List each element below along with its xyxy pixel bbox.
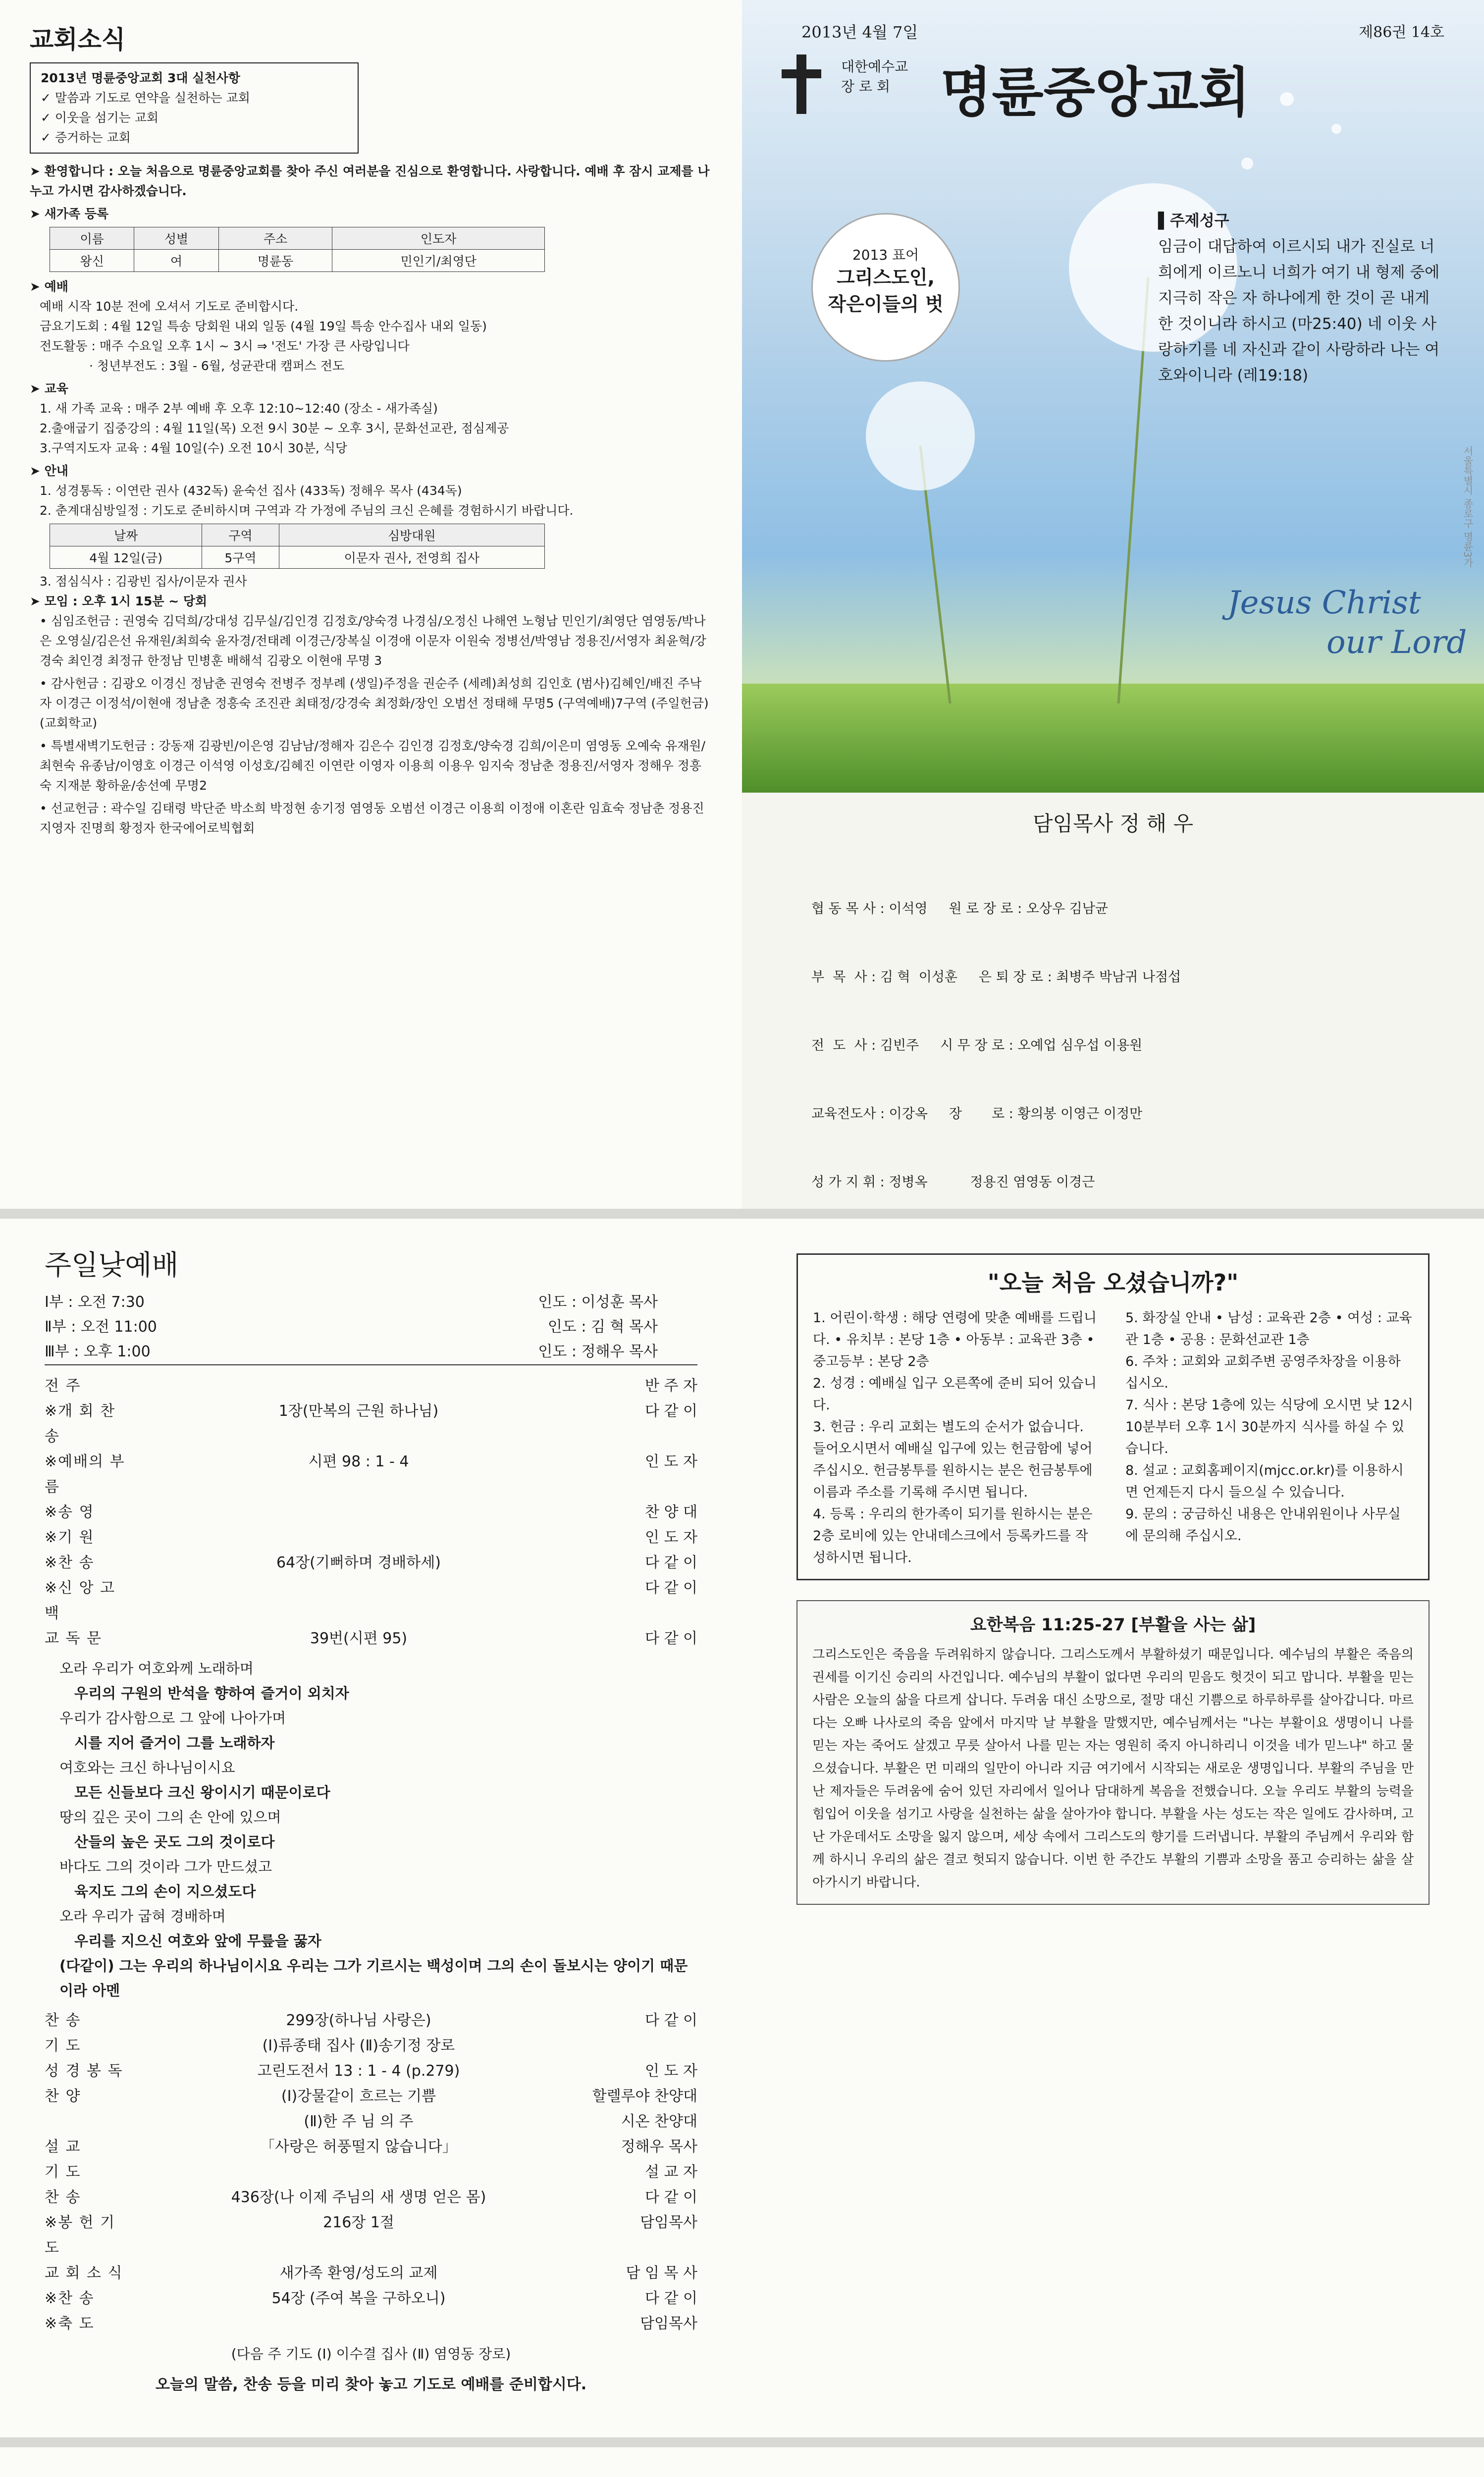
order-row [45, 2185, 697, 2210]
cover-panel [742, 0, 1484, 1209]
order-item: 교 독 문 [45, 1630, 103, 1647]
order-item: 찬 송 [45, 2189, 81, 2206]
order-leader: 인 도 자 [644, 2062, 697, 2080]
service-times [45, 1290, 697, 1365]
worship-line: 전도활동 : 매주 수요일 오후 1시 ~ 3시 ⇒ '전도' 가장 큰 사랑입니다 [40, 339, 410, 353]
order-leader [583, 2033, 697, 2058]
staff-line: 협 동 목 사 : 이석영 원 로 장 로 : 오상우 김남균 [811, 901, 1108, 916]
order-detail: 새가족 환영/성도의 교제 [279, 2264, 438, 2282]
order-leader: 담임목사 [640, 2214, 697, 2231]
order-item: ※송 영 [45, 1504, 95, 1521]
cross-logo-icon [782, 54, 821, 114]
staff-line: 부 목 사 : 김 혁 이성훈 은 퇴 장 로 : 최병주 박남귀 나점섭 [811, 969, 1181, 985]
news-title: 교회소식 [30, 25, 126, 54]
offering-lines [30, 611, 712, 838]
order-detail [134, 1525, 583, 1550]
order-detail [134, 1373, 583, 1399]
order-row [45, 1449, 697, 1500]
afternoon-service-panel [0, 2447, 742, 2477]
guide-line: 2. 춘계대심방일정 : 기도로 준비하시며 구역과 각 가정에 주님의 크신 은혜를 경험하시기 바랍니다. [40, 503, 574, 518]
denom-line: 장 로 회 [841, 78, 890, 95]
order-row [45, 1626, 697, 1651]
order-leader: 인 도 자 [644, 1453, 697, 1470]
theme-verse [1158, 208, 1445, 388]
psalm-line: 오라 우리가 굽혀 경배하며 [59, 1908, 226, 1925]
order-row [45, 1399, 697, 1449]
welcome-item: 3. 헌금 : 우리 교회는 별도의 순서가 없습니다. 들어오시면서 예배실 입구에 있는 헌금함에 넣어 주십시오. 헌금봉투를 원하시는 분은 헌금봉투에 이름과 주소를 기록해 주시면 됩니다. [813, 1419, 1093, 1500]
order-of-worship-2 [45, 2008, 697, 2336]
guide-label: ➤ 안내 [30, 464, 68, 478]
motto-line: ✓ 증거하는 교회 [41, 130, 131, 145]
welcome-item: 5. 화장실 안내 • 남성 : 교육관 2층 • 여성 : 교육관 1층 • 공용 : 문화선교관 1층 [1125, 1310, 1412, 1347]
td: 왕신 [50, 250, 134, 272]
mottos-box [30, 62, 359, 154]
order-row [45, 2058, 697, 2084]
order-item: 찬 양 [45, 2088, 81, 2105]
psalm-line: 모든 신들보다 크신 왕이시기 때문이로다 [74, 1784, 330, 1801]
offering-line: • 감사헌금 : 김광오 이경신 정남춘 권영숙 전병주 정부례 (생일)주정을 권순주 (세례)최성희 김인호 (범사)김혜인/배진 주낙자 이경근 이정석/이현애 정남춘 정흥숙 조진관 최태정/강경숙 최정화/장인 오범선 정태해 무명5 (구역예배)7구역 (주일헌금) (교회학교) [40, 676, 709, 730]
psalm-line: 땅의 깊은 곳이 그의 손 안에 있으며 [59, 1809, 281, 1826]
service-row: Ⅰ부 : 오전 7:30 인도 : 이성훈 목사 [45, 1293, 658, 1311]
pastor-name: 담임목사 정 해 우 [1032, 811, 1194, 836]
th: 구역 [202, 524, 279, 546]
order-item [45, 2109, 134, 2134]
order-leader: 할렐루야 찬양대 [592, 2088, 697, 2105]
td: 4월 12일(금) [50, 546, 202, 569]
order-item: 성 경 봉 독 [45, 2062, 123, 2080]
edu-line: 3.구역지도자 교육 : 4월 10일(수) 오전 10시 30분, 식당 [40, 441, 348, 455]
motto-line: 2013년 명륜중앙교회 3대 실천사항 [41, 71, 240, 85]
welcome-item: 1. 어린이·학생 : 해당 연령에 맞춘 예배를 드립니다. • 유치부 : 본당 1층 • 아동부 : 교육관 3층 • 중고등부 : 본당 2층 [813, 1310, 1097, 1369]
order-row [45, 2159, 697, 2185]
preparation-note: 오늘의 말씀, 찬송 등을 미리 찾아 놓고 기도로 예배를 준비합시다. [155, 2376, 587, 2393]
td: 민인기/최영단 [332, 250, 545, 272]
welcome-text: ➤ 환영합니다 : 오늘 처음으로 명륜중앙교회를 찾아 주신 여러분을 진심으로 환영합니다. 사랑합니다. 예배 후 잠시 교제를 나누고 가시면 감사하겠습니다. [30, 164, 710, 198]
th: 이름 [50, 227, 134, 250]
order-leader: 다 같 이 [644, 1630, 697, 1647]
order-detail: 시편 98 : 1 - 4 [308, 1453, 409, 1470]
edu-label: ➤ 교육 [30, 381, 68, 396]
td: 이문자 권사, 전영희 집사 [279, 546, 544, 569]
church-news-panel [0, 0, 742, 1209]
psalm-line: 우리를 지으신 여호와 앞에 무릎을 꿇자 [74, 1933, 321, 1949]
order-detail [134, 1575, 583, 1626]
guide-line: 1. 성경통독 : 이연란 권사 (432독) 윤숙선 집사 (433독) 정해우 목사 (434독) [40, 484, 462, 498]
worship-line: 금요기도회 : 4월 12일 특송 당회원 내외 일동 (4월 19일 특송 안수집사 내외 일동) [40, 319, 487, 333]
order-item: 전 주 [45, 1377, 81, 1395]
worship-line: · 청년부전도 : 3월 - 6월, 성균관대 캠퍼스 전도 [89, 359, 345, 373]
order-detail [134, 2159, 583, 2185]
order-item: ※예배의 부름 [45, 1453, 125, 1496]
order-row [45, 2008, 697, 2033]
order-leader: 담 임 목 사 [626, 2264, 697, 2282]
our-lord-text: our Lord [1326, 624, 1467, 661]
church-name: 명륜중앙교회 [940, 61, 1250, 124]
psalm-line: 육지도 그의 손이 지으셨도다 [74, 1883, 256, 1900]
next-prayer: (다음 주 기도 (Ⅰ) 이수결 집사 (Ⅱ) 염영동 장로) [231, 2346, 511, 2362]
cover-issue: 제86권 14호 [1359, 24, 1444, 41]
th: 심방대원 [279, 524, 544, 546]
cover-date: 2013년 4월 7일 [801, 23, 918, 42]
offering-line: • 선교헌금 : 곽수일 김태령 박단준 박소희 박정현 송기정 염영동 오범선 이경근 이용희 이정애 이혼란 임효숙 정남춘 정용진 지영자 진명희 황정자 한국에어로빅협회 [40, 801, 704, 835]
order-detail [134, 2311, 583, 2336]
order-detail: (Ⅱ)한 주 님 의 주 [304, 2113, 414, 2130]
psalm-line: 오라 우리가 여호와께 노래하며 [59, 1660, 254, 1677]
order-leader: 다 같 이 [644, 2290, 697, 2307]
order-item: ※개 회 찬 송 [45, 1402, 116, 1445]
order-leader: 다 같 이 [644, 2012, 697, 2029]
responsive-reading [59, 1656, 697, 2003]
welcome-box [796, 1253, 1430, 1580]
order-detail [134, 1500, 583, 1525]
th: 성별 [134, 227, 218, 250]
staff-line: 성 가 지 휘 : 정병옥 정용진 염영동 이경근 [811, 1175, 1095, 1190]
welcome-panel [742, 1219, 1484, 2437]
theme-text: 임금이 대답하여 이르시되 내가 진실로 너희에게 이르노니 너희가 여기 내 형제 중에 지극히 작은 자 하나에게 한 것이 곧 내게 한 것이니라 하시고 (마25:40) 네 이웃 사랑하기를 네 자신과 같이 사랑하라 나는 여호와이니라 (레19:18) [1158, 238, 1440, 384]
side-text: 서울특별시 종로구 명륜3가 [1462, 446, 1474, 568]
order-detail: 고린도전서 13 : 1 - 4 (p.279) [257, 2062, 460, 2080]
sunday-title: 주일낮예배 [45, 1249, 179, 1282]
worship-lines [30, 297, 712, 376]
staff-list [811, 852, 1484, 1209]
order-leader: 다 같 이 [644, 1554, 697, 1571]
order-row [45, 2261, 697, 2286]
guide-lines [30, 481, 712, 521]
jesus-christ-text: Jesus Christ [1227, 585, 1421, 621]
motto-line: ✓ 이웃을 섬기는 교회 [41, 110, 159, 125]
th: 주소 [218, 227, 332, 250]
order-of-worship [45, 1373, 697, 1651]
sunday-service-panel [0, 1219, 742, 2437]
order-item: ※봉 헌 기 도 [45, 2214, 116, 2257]
order-detail: 39번(시편 95) [310, 1630, 408, 1647]
welcome-items [813, 1307, 1413, 1569]
order-leader: 설 교 자 [644, 2163, 697, 2181]
order-detail: 64장(기뻐하며 경배하세) [276, 1554, 441, 1571]
order-detail: 「사랑은 허풍떨지 않습니다」 [260, 2138, 457, 2155]
order-leader: 다 같 이 [644, 2189, 697, 2206]
motto-year: 2013 표어 [852, 247, 919, 263]
prayer-head: ➤ 모임 : 오후 1시 15분 ~ 당회 [30, 594, 208, 608]
td: 명륜동 [218, 250, 332, 272]
visit-table [50, 524, 545, 569]
order-row [45, 1373, 697, 1399]
newcomer-table [50, 227, 545, 272]
cover-info [742, 793, 1484, 1209]
order-row [45, 2109, 697, 2134]
welcome-item: 2. 성경 : 예배실 입구 오른쪽에 준비 되어 있습니다. [813, 1376, 1097, 1413]
psalm-line: 시를 지어 즐거이 그를 노래하자 [74, 1734, 275, 1751]
motto-circle [811, 213, 960, 362]
service-row: Ⅱ부 : 오전 11:00 인도 : 김 혁 목사 [45, 1318, 658, 1336]
visit-line3: 3. 점심식사 : 김광빈 집사/이문자 권사 [40, 574, 247, 589]
order-detail: 216장 1절 [323, 2214, 394, 2231]
th: 인도자 [332, 227, 545, 250]
welcome-item: 9. 문의 : 궁금하신 내용은 안내위원이나 사무실에 문의해 주십시오. [1125, 1507, 1401, 1544]
staff-line: 교육전도사 : 이강옥 장 로 : 황의봉 이영근 이정만 [811, 1106, 1143, 1122]
psalm-line: 우리의 구원의 반석을 향하여 즐거이 외치자 [74, 1685, 349, 1702]
order-item: ※신 앙 고 백 [45, 1579, 116, 1622]
order-detail: 436장(나 이제 주님의 새 생명 얻은 몸) [231, 2189, 486, 2206]
order-detail: (Ⅰ)강물같이 흐르는 기쁨 [281, 2088, 436, 2105]
edu-line: 1. 새 가족 교육 : 매주 2부 예배 후 오후 12:10~12:40 (장소 - 새가족실) [40, 401, 438, 416]
order-detail: 299장(하나님 사랑은) [286, 2012, 431, 2029]
sermon-summary-box [796, 1600, 1430, 1905]
order-item: 교 회 소 식 [45, 2264, 123, 2282]
psalm-line: 여호와는 크신 하나님이시요 [59, 1759, 235, 1776]
order-leader: 정해우 목사 [621, 2138, 697, 2155]
order-detail: 1장(만복의 근원 하나님) [278, 1402, 439, 1420]
order-row [45, 2084, 697, 2109]
order-item: 기 도 [45, 2037, 81, 2054]
order-item: 설 교 [45, 2138, 81, 2155]
schedule-panel [742, 2447, 1484, 2477]
welcome-item: 6. 주차 : 교회와 교회주변 공영주차장을 이용하십시오. [1125, 1354, 1401, 1391]
order-leader: 다 같 이 [644, 1402, 697, 1420]
motto-line: ✓ 말씀과 기도로 연약을 실천하는 교회 [41, 91, 250, 105]
offering-line: • 심임조헌금 : 권영숙 김덕희/강대성 김무실/김인경 김정호/양숙경 나경심/오정신 나해연 노형남 민인기/최영단 염영동/박나은 오영실/김은선 유재원/최희숙 윤자경/전태례 이경근/장복실 이경애 이문자 이원숙 정병선/박영남 정용진/서영자 최윤혁/강경숙 최인경 최정규 한정남 민병훈 배해석 김광오 이현애 무명 3 [40, 614, 706, 668]
denomination [841, 57, 908, 97]
staff-line: 전 도 사 : 김빈주 시 무 장 로 : 오예업 심우섭 이용원 [811, 1038, 1143, 1053]
order-row [45, 2210, 697, 2261]
motto-text: 그리스도인, 작은이들의 벗 [828, 267, 944, 315]
order-leader: 담임목사 [640, 2315, 697, 2332]
sermon-text: 그리스도인은 죽음을 두려워하지 않습니다. 그리스도께서 부활하셨기 때문입니다. 예수님의 부활은 죽음의 권세를 이기신 승리의 사건입니다. 예수님의 부활이 없다면 우리의 믿음도 헛것이 되고 맙니다. 부활을 믿는 사람은 오늘의 삶을 다르게 삽니다. 두려움 대신 소망으로, 절망 대신 기쁨으로 하루하루를 살아갑니다. 마르다는 오빠 나사로의 죽음 앞에서 마지막 날 부활을 말했지만, 예수님께서는 "나는 부활이요 생명이니 나를 믿는 자는 죽어도 살겠고 무릇 살아서 나를 믿는 자는 영원히 죽지 아니하리니 이것을 네가 믿느냐" 하고 물으셨습니다. 부활은 먼 미래의 일만이 아니라 지금 여기에서 시작되는 새로운 생명입니다. 부활의 주님을 만난 제자들은 두려움에 숨어 있던 자리에서 일어나 담대하게 복음을 전했습니다. 오늘 우리도 부활의 능력을 힘입어 이웃을 섬기고 사랑을 실천하는 삶을 살아가야 합니다. 부활을 사는 성도는 작은 일에도 감사하며, 고난 가운데서도 소망을 잃지 않으며, 세상 속에서 그리스도의 향기를 드러냅니다. 부활의 주님께서 우리와 함께 하시니 우리의 삶은 결코 헛되지 않습니다. 이번 한 주간도 부활의 기쁨과 소망을 품고 승리하는 삶을 살아가시기 바랍니다. [812, 1647, 1414, 1890]
order-row [45, 2286, 697, 2311]
order-row [45, 1550, 697, 1575]
worship-label: ➤ 예배 [30, 279, 68, 294]
psalm-line: 바다도 그의 것이라 그가 만드셨고 [59, 1858, 272, 1875]
denom-line: 대한예수교 [841, 58, 908, 75]
welcome-title: "오늘 처음 오셨습니까?" [987, 1269, 1239, 1296]
order-leader: 인 도 자 [644, 1529, 697, 1546]
order-item: 찬 송 [45, 2012, 81, 2029]
psalm-line: 우리가 감사함으로 그 앞에 나아가며 [59, 1710, 286, 1726]
welcome-item: 8. 설교 : 교회홈페이지(mjcc.or.kr)를 이용하시면 언제든지 다시 들으실 수 있습니다. [1125, 1463, 1404, 1500]
dandelion-icon [866, 381, 975, 490]
order-item: 기 도 [45, 2163, 81, 2181]
edu-lines [30, 399, 712, 458]
order-item: ※찬 송 [45, 2290, 95, 2307]
order-row [45, 1500, 697, 1525]
service-row: Ⅲ부 : 오후 1:00 인도 : 정해우 목사 [45, 1340, 697, 1365]
offering-line: • 특별새벽기도헌금 : 강동재 김광빈/이은영 김남남/정해자 김은수 김인경 김정호/양숙경 김희/이은미 염영동 오예숙 유재원/최현숙 유종남/이영호 이경근 이석영 이성호/김혜진 이연란 이영자 이용희 이용우 임지숙 정남춘 정용진/서영자 정해우 정흥숙 지재분 황하윤/송선예 무명2 [40, 739, 705, 793]
order-row [45, 2033, 697, 2058]
order-row [45, 1575, 697, 1626]
edu-line: 2.출애굽기 집중강의 : 4월 11일(목) 오전 9시 30분 ~ 오후 3시, 문화선교관, 점심제공 [40, 421, 509, 435]
sermon-title: 요한복음 11:25-27 [부활을 사는 삶] [970, 1615, 1256, 1635]
welcome-item: 7. 식사 : 본당 1층에 있는 식당에 오시면 낮 12시 10분부터 오후 1시 30분까지 식사를 하실 수 있습니다. [1125, 1398, 1413, 1456]
order-item: ※기 원 [45, 1529, 95, 1546]
psalm-line: (다같이) 그는 우리의 하나님이시요 우리는 그가 기르시는 백성이며 그의 손이 돌보시는 양이기 때문이라 아멘 [59, 1957, 688, 1999]
order-row [45, 2311, 697, 2336]
psalm-line: 산들의 높은 곳도 그의 것이로다 [74, 1833, 275, 1850]
order-detail: 54장 (주여 복을 구하오니) [271, 2290, 446, 2307]
theme-label: ▌주제성구 [1158, 212, 1229, 230]
order-leader: 다 같 이 [644, 1579, 697, 1597]
order-leader: 반 주 자 [644, 1377, 697, 1395]
worship-line: 예배 시작 10분 전에 오셔서 기도로 준비합시다. [40, 299, 299, 314]
td: 여 [134, 250, 218, 272]
td: 5구역 [202, 546, 279, 569]
order-row [45, 2134, 697, 2159]
th: 날짜 [50, 524, 202, 546]
order-detail: (Ⅰ)류종태 집사 (Ⅱ)송기정 장로 [262, 2037, 455, 2054]
order-item: ※축 도 [45, 2315, 95, 2332]
order-leader: 찬 양 대 [644, 1504, 697, 1521]
newcomer-label: ➤ 새가족 등록 [30, 207, 109, 221]
welcome-item: 4. 등록 : 우리의 한가족이 되기를 원하시는 분은 2층 로비에 있는 안내데스크에서 등록카드를 작성하시면 됩니다. [813, 1507, 1093, 1565]
order-item: ※찬 송 [45, 1554, 95, 1571]
order-row [45, 1525, 697, 1550]
order-leader: 시온 찬양대 [621, 2113, 697, 2130]
